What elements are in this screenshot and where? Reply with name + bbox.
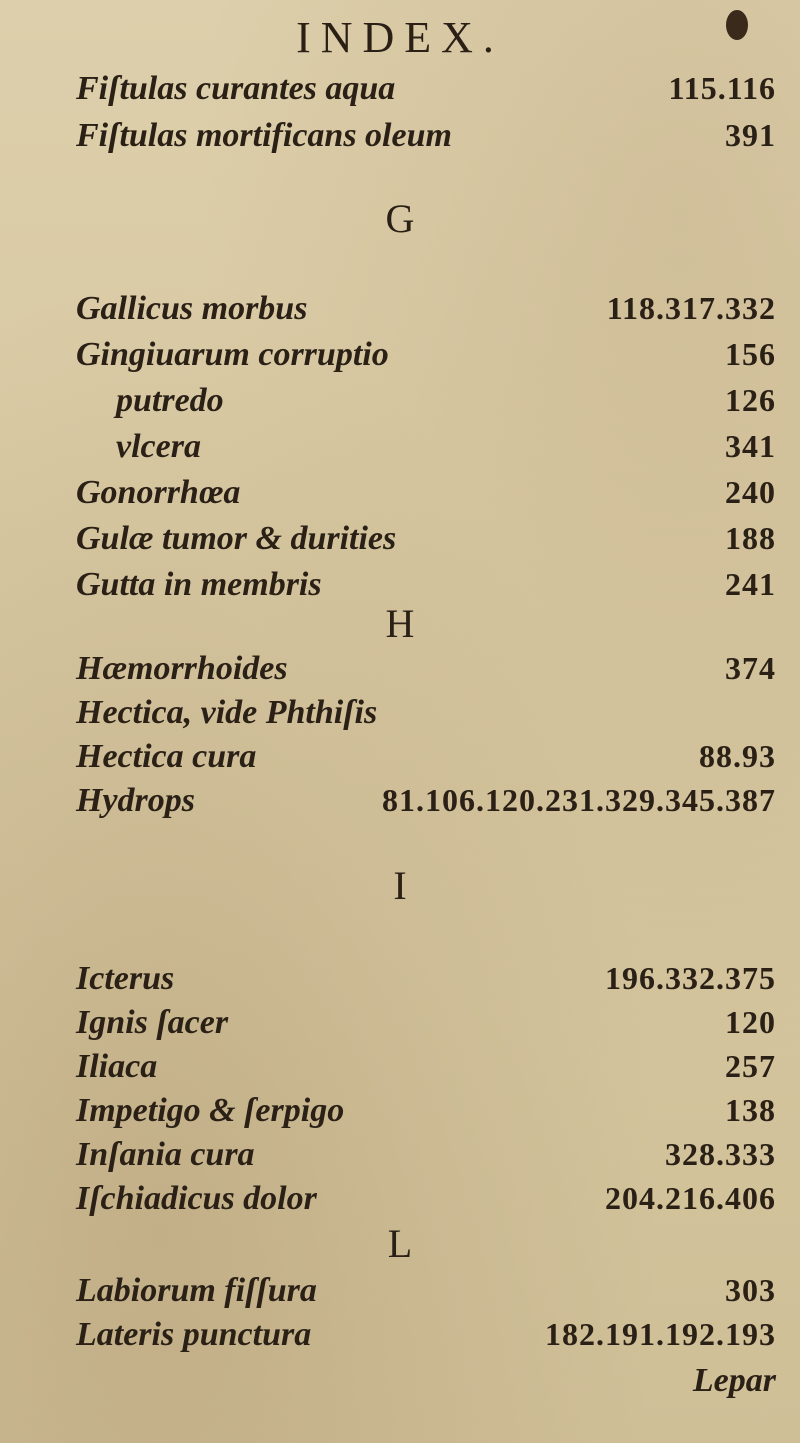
index-entry <box>76 70 776 114</box>
entry-term: Inſania cura <box>76 1136 255 1173</box>
index-entry <box>76 782 776 826</box>
index-entry <box>76 336 776 380</box>
entry-term: Iſchiadicus dolor <box>76 1180 317 1217</box>
index-entry <box>76 290 776 334</box>
entry-term: Hectica, vide Phthiſis <box>76 694 378 731</box>
entry-pages: 240 <box>725 474 776 510</box>
index-subentry <box>116 428 776 472</box>
entry-pages: 81.106.120.231.329.345.387 <box>382 782 776 818</box>
entry-pages: 138 <box>725 1092 776 1128</box>
ink-stain <box>726 10 748 40</box>
entry-pages: 391 <box>725 117 776 153</box>
entry-pages: 341 <box>725 428 776 464</box>
entry-pages: 156 <box>725 336 776 372</box>
index-entry <box>76 738 776 782</box>
entry-pages: 188 <box>725 520 776 556</box>
entry-pages: 328.333 <box>665 1136 776 1172</box>
index-entry <box>76 117 776 161</box>
entry-term: Fiſtulas curantes aqua <box>76 70 396 107</box>
index-entry <box>76 1316 776 1360</box>
entry-pages: 257 <box>725 1048 776 1084</box>
index-entry <box>76 1136 776 1180</box>
index-entry <box>76 1092 776 1136</box>
entry-term: Gonorrhœa <box>76 474 241 511</box>
index-entry <box>76 694 776 738</box>
entry-term: Hectica cura <box>76 738 257 775</box>
index-subentry <box>116 382 776 426</box>
section-letter-h: H <box>385 601 415 646</box>
entry-pages: 118.317.332 <box>606 290 776 326</box>
index-entry <box>76 520 776 564</box>
entry-term: Hydrops <box>76 782 195 819</box>
entry-pages: 374 <box>725 650 776 686</box>
entry-term: Ignis ſacer <box>76 1004 229 1041</box>
entry-term: Icterus <box>76 960 175 997</box>
index-entry <box>76 1004 776 1048</box>
index-entry <box>76 1272 776 1316</box>
entry-term: Gallicus morbus <box>76 290 308 327</box>
section-letter-g: G <box>385 196 415 241</box>
page-title: INDEX. <box>296 13 504 62</box>
index-entry <box>76 1180 776 1224</box>
entry-pages: 204.216.406 <box>605 1180 776 1216</box>
entry-pages: 126 <box>725 382 776 418</box>
entry-pages: 88.93 <box>699 738 776 774</box>
entry-term: putredo <box>116 382 224 419</box>
entry-pages: 241 <box>725 566 776 602</box>
entry-pages: 196.332.375 <box>605 960 776 996</box>
entry-term: Iliaca <box>76 1048 158 1085</box>
entry-pages: 303 <box>725 1272 776 1308</box>
section-letter-l: L <box>387 1221 413 1266</box>
entry-term: Impetigo & ſerpigo <box>76 1092 345 1129</box>
index-entry <box>76 1048 776 1092</box>
catchword: Lepar <box>692 1362 776 1399</box>
entry-pages: 115.116 <box>668 70 776 106</box>
entry-term: Gingiuarum corruptio <box>76 336 389 373</box>
entry-term: Hæmorrhoides <box>76 650 288 687</box>
index-entry <box>76 474 776 518</box>
index-entry <box>76 960 776 1004</box>
index-entry <box>76 650 776 694</box>
entry-pages: 182.191.192.193 <box>545 1316 776 1352</box>
entry-term: Lateris punctura <box>76 1316 312 1353</box>
entry-term: Gutta in membris <box>76 566 322 603</box>
entry-term: Gulæ tumor & durities <box>76 520 397 557</box>
entry-term: vlcera <box>116 428 201 465</box>
entry-pages: 120 <box>725 1004 776 1040</box>
section-letter-i: I <box>393 863 407 908</box>
entry-term: Fiſtulas mortificans oleum <box>76 117 452 154</box>
entry-term: Labiorum fiſſura <box>76 1272 317 1309</box>
